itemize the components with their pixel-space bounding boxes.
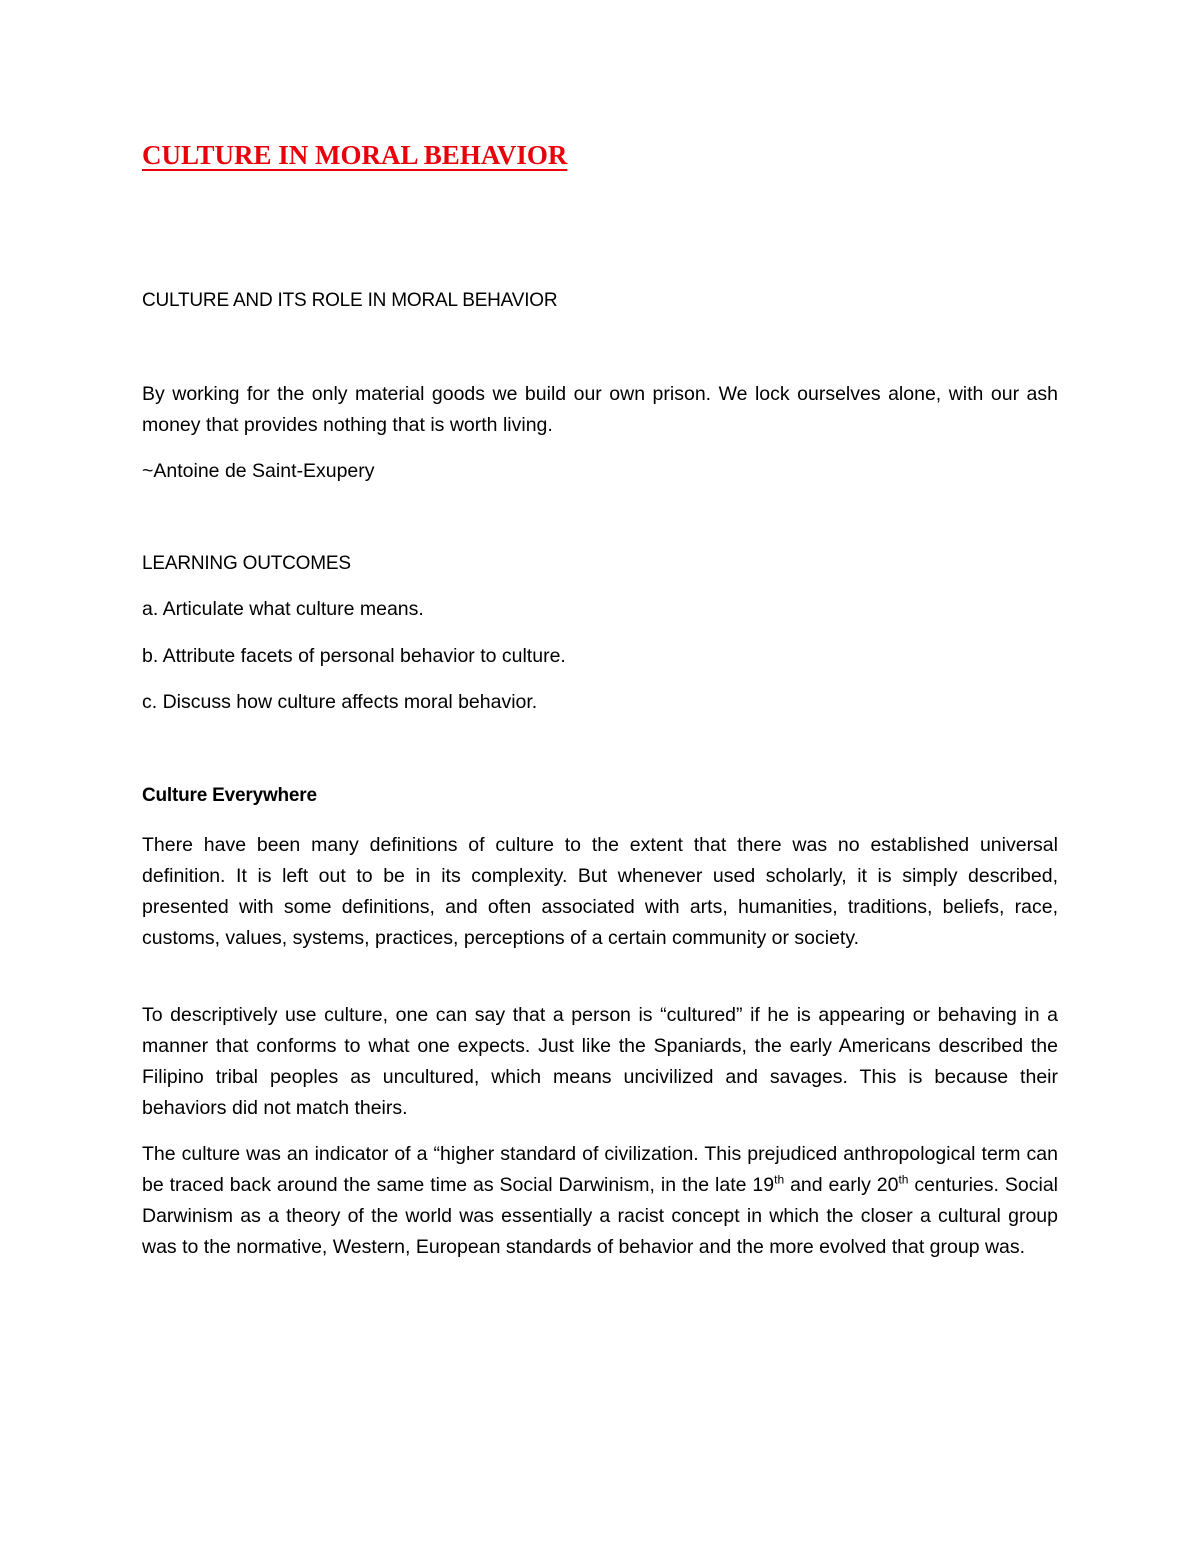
culture-paragraph-1: There have been many definitions of culture to the extent that there was no established universal definition. It is left out to be in its complexity. But whenever used scholarly, it is simply described, presented with some definitions, and often associated with arts, humanities, traditions, beliefs, race, customs, values, systems, practices, perceptions of a certain community or society. xyxy=(142,834,1058,949)
learning-outcome-item: b. Attribute facets of personal behavior to culture. xyxy=(142,645,566,667)
culture-paragraph-3 xyxy=(142,1139,1058,1263)
learning-outcomes-heading: LEARNING OUTCOMES xyxy=(142,553,351,574)
learning-outcome-item: a. Articulate what culture means. xyxy=(142,598,424,620)
learning-outcome-item: c. Discuss how culture affects moral behavior. xyxy=(142,691,538,713)
culture-paragraph-2: To descriptively use culture, one can say that a person is “cultured” if he is appearing or behaving in a manner that conforms to what one expects. Just like the Spaniards, the early Americans described the Filipino tribal peoples as uncultured, which means uncivilized and savages. This is because their behaviors did not match theirs. xyxy=(142,1004,1058,1119)
paragraph-3-text-part-1: The culture was an indicator of a “higher standard of civilization. This prejudiced anthropological term can be traced back around the same time as Social Darwinism, in the late 19 xyxy=(142,1143,1058,1196)
quote-text: By working for the only material goods we build our own prison. We lock ourselves alone, with our ash money that provides nothing that is worth living. xyxy=(142,383,1058,436)
section-heading: CULTURE AND ITS ROLE IN MORAL BEHAVIOR xyxy=(142,290,558,311)
document-title: CULTURE IN MORAL BEHAVIOR xyxy=(142,140,568,170)
ordinal-suffix: th xyxy=(774,1172,785,1187)
quote-author: ~Antoine de Saint-Exupery xyxy=(142,460,375,482)
paragraph-3-text-part-2: and early 20 xyxy=(784,1174,899,1196)
culture-everywhere-heading: Culture Everywhere xyxy=(142,785,317,806)
ordinal-suffix: th xyxy=(898,1172,909,1187)
paragraph-3-text-part-3: centuries. Social Darwinism as a theory of the world was essentially a racist concept in which the closer a cultural group was to the normative, Western, European standards of behavior and the more evolved that group was. xyxy=(142,1174,1058,1258)
